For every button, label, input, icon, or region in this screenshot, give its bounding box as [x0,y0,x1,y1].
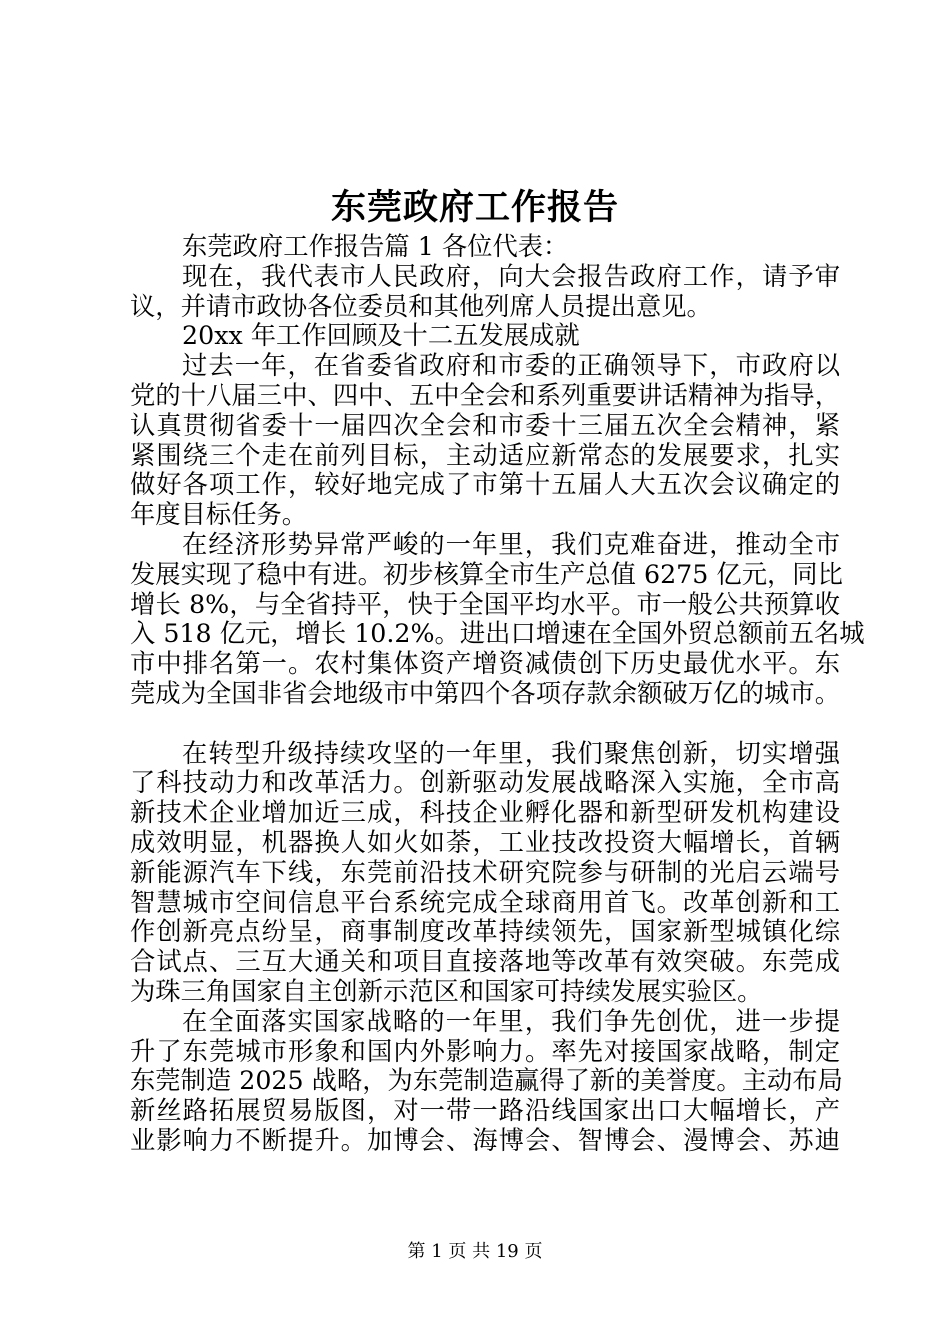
text-line: 过去一年，在省委省政府和市委的正确领导下，市政府以 [182,351,840,381]
text-line: 在全面落实国家战略的一年里，我们争先创优，进一步提 [182,1006,840,1036]
text-line: 市中排名第一。农村集体资产增资减债创下历史最优水平。东 [130,649,840,679]
text-line: 20xx 年工作回顾及十二五发展成就 [182,321,580,351]
text-line: 成效明显，机器换人如火如荼，工业技改投资大幅增长，首辆 [130,827,840,857]
text-line: 年度目标任务。 [130,500,308,530]
text-line: 东莞制造 2025 战略，为东莞制造赢得了新的美誉度。主动布局 [130,1066,843,1096]
text-line: 党的十八届三中、四中、五中全会和系列重要讲话精神为指导， [130,380,840,410]
page-footer: 第 1 页 共 19 页 [407,1241,543,1262]
document-body [130,232,865,1156]
text-line: 为珠三角国家自主创新示范区和国家可持续发展实验区。 [130,976,763,1006]
text-line: 了科技动力和改革活力。创新驱动发展战略深入实施，全市高 [130,768,840,798]
text-line: 做好各项工作，较好地完成了市第十五届人大五次会议确定的 [130,470,840,500]
text-line: 新技术企业增加近三成，科技企业孵化器和新型研发机构建设 [130,798,840,828]
text-line: 发展实现了稳中有进。初步核算全市生产总值 6275 亿元，同比 [130,559,843,589]
text-line: 东莞政府工作报告篇 1 各位代表： [182,232,569,261]
text-line: 莞成为全国非省会地级市中第四个各项存款余额破万亿的城市。 [130,678,840,708]
text-line: 认真贯彻省委十一届四次全会和市委十三届五次全会精神，紧 [130,410,840,440]
text-line: 在经济形势异常严峻的一年里，我们克难奋进，推动全市 [182,529,840,559]
text-line: 议，并请市政协各位委员和其他列席人员提出意见。 [130,291,712,321]
text-line: 入 518 亿元，增长 10.2%。进出口增速在全国外贸总额前五名城 [130,619,865,649]
blank-line [130,709,840,739]
document-title: 东莞政府工作报告 [330,187,619,228]
text-line: 在转型升级持续攻坚的一年里，我们聚焦创新，切实增强 [182,738,840,768]
text-line: 业影响力不断提升。加博会、海博会、智博会、漫博会、苏迪 [130,1125,840,1155]
text-line: 升了东莞城市形象和国内外影响力。率先对接国家战略，制定 [130,1036,840,1066]
text-line: 增长 8%，与全省持平，快于全国平均水平。市一般公共预算收 [130,589,840,619]
text-line: 作创新亮点纷呈，商事制度改革持续领先，国家新型城镇化综 [130,917,840,947]
text-line: 智慧城市空间信息平台系统完成全球商用首飞。改革创新和工 [130,887,840,917]
text-line: 现在，我代表市人民政府，向大会报告政府工作，请予审 [182,261,840,291]
text-line: 紧围绕三个走在前列目标，主动适应新常态的发展要求，扎实 [130,440,840,470]
text-line: 新能源汽车下线，东莞前沿技术研究院参与研制的光启云端号 [130,857,840,887]
text-line: 新丝路拓展贸易版图，对一带一路沿线国家出口大幅增长，产 [130,1096,840,1126]
text-line: 合试点、三互大通关和项目直接落地等改革有效突破。东莞成 [130,947,840,977]
